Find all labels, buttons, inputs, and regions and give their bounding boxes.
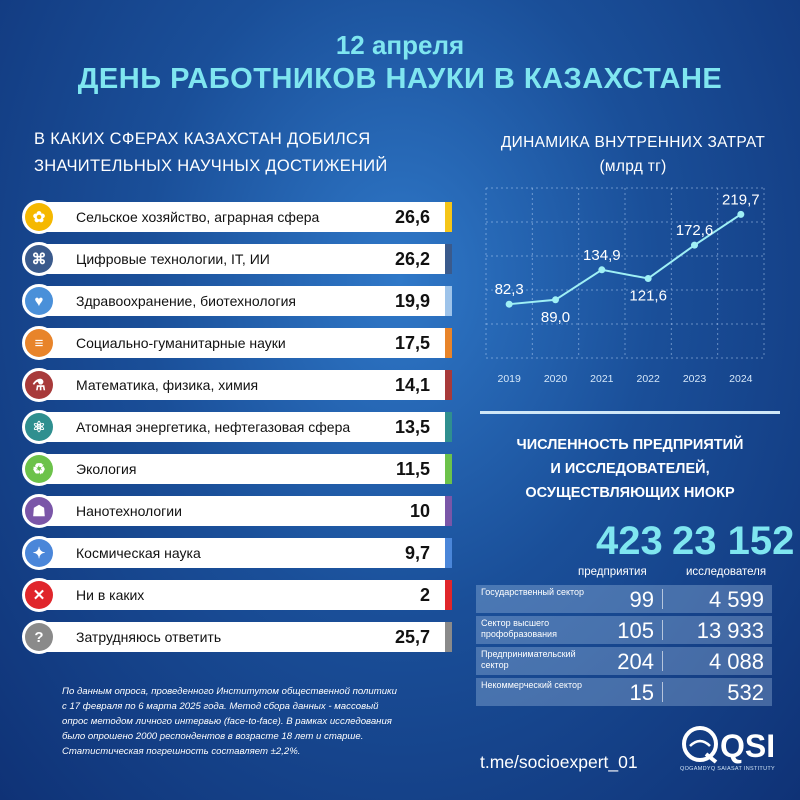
row-accent	[445, 538, 452, 568]
enterprises-heading-line2: И ИССЛЕДОВАТЕЛЕЙ,	[550, 461, 710, 477]
cross-icon: ✕	[22, 578, 56, 612]
total-researchers-label: исследователя	[686, 566, 767, 578]
row-label: Здравоохранение, биотехнология	[76, 293, 296, 309]
row-label: Математика, физика, химия	[76, 377, 259, 393]
heartbeat-icon: ♥	[22, 284, 56, 318]
list-item	[22, 326, 452, 360]
column-separator	[662, 589, 663, 609]
data-point	[691, 242, 698, 249]
total-enterprises: 423	[596, 519, 663, 563]
digital-brain-icon: ⌘	[22, 242, 56, 276]
row-label: Затрудняюсь ответить	[76, 629, 222, 645]
row-value: 11,5	[395, 459, 430, 479]
data-point	[645, 275, 652, 282]
sector-researchers: 532	[727, 680, 764, 705]
row-value: 2	[419, 585, 430, 605]
survey-heading	[34, 126, 388, 180]
x-tick-label: 2020	[543, 373, 568, 385]
table-row	[476, 585, 772, 613]
expenditure-line-chart	[470, 180, 780, 400]
x-tick-label: 2023	[682, 373, 707, 385]
row-value: 26,6	[394, 207, 430, 227]
survey-footnote: По данным опроса, проведенного Институтом общественной политики с 17 февраля по 6 марта 2025 года. Метод сбора данных - массовый опрос методом личного интервью (face-to-face). В рамках исследования было опрошено 2000 респондентов в возрасте 18 лет и старше. Статистическая погрешность составляет ±2,2%.	[62, 686, 397, 757]
row-accent	[445, 202, 452, 232]
logo-text: QSI	[720, 728, 776, 764]
row-value: 13,5	[394, 417, 430, 437]
telegram-link[interactable]: t.me/socioexpert_01	[480, 752, 638, 772]
list-item	[22, 368, 452, 402]
row-value: 10	[409, 501, 430, 521]
people-question-icon: ?	[22, 620, 56, 654]
robot-icon: ☗	[22, 494, 56, 528]
enterprises-heading-line3: ОСУЩЕСТВЛЯЮЩИХ НИОКР	[525, 485, 735, 501]
enterprises-heading-line1: ЧИСЛЕННОСТЬ ПРЕДПРИЯТИЙ	[516, 437, 744, 453]
row-label: Сельское хозяйство, аграрная сфера	[76, 209, 320, 225]
flask-icon: ⚗	[22, 368, 56, 402]
row-label: Ни в каких	[76, 587, 145, 603]
list-item	[22, 578, 452, 612]
list-item	[22, 410, 452, 444]
row-label: Экология	[76, 461, 137, 477]
table-row	[476, 678, 772, 706]
sector-name: Некоммерческий сектор	[481, 680, 582, 690]
chart-title: ДИНАМИКА ВНУТРЕННИХ ЗАТРАТ	[500, 134, 766, 151]
x-tick-label: 2024	[729, 373, 753, 385]
chart-heading	[478, 131, 788, 179]
list-item	[22, 620, 452, 654]
row-accent	[445, 244, 452, 274]
list-item	[22, 494, 452, 528]
atom-icon: ⚛	[22, 410, 56, 444]
logo-subtitle: QOGAMDYQ SAIASAT INSTITUTY	[680, 766, 775, 772]
row-accent	[445, 412, 452, 442]
data-point	[737, 211, 744, 218]
survey-heading-line1: В КАКИХ СФЕРАХ КАЗАХСТАН ДОБИЛСЯ	[34, 130, 371, 148]
list-item	[22, 284, 452, 318]
sector-name: Сектор высшего профобразования	[481, 618, 557, 639]
row-accent	[445, 370, 452, 400]
x-tick-label: 2021	[590, 373, 614, 385]
books-icon: ≡	[22, 326, 56, 360]
enterprises-heading	[480, 433, 780, 505]
sector-name: Предпринимательский сектор	[481, 649, 576, 670]
data-point	[506, 301, 513, 308]
row-accent	[445, 328, 452, 358]
sector-researchers: 13 933	[696, 618, 764, 643]
survey-heading-line2: ЗНАЧИТЕЛЬНЫХ НАУЧНЫХ ДОСТИЖЕНИЙ	[34, 157, 388, 175]
data-label: 219,7	[722, 191, 760, 209]
section-divider	[480, 411, 780, 414]
row-accent	[445, 454, 452, 484]
row-label: Социально-гуманитарные науки	[76, 335, 286, 351]
column-separator	[662, 620, 663, 640]
total-enterprises-label: предприятия	[578, 566, 647, 578]
total-researchers: 23 152	[672, 519, 795, 563]
chart-subtitle: (млрд тг)	[599, 158, 667, 175]
column-separator	[662, 651, 663, 671]
list-item	[22, 536, 452, 570]
data-label: 82,3	[494, 281, 524, 299]
row-value: 25,7	[394, 627, 430, 647]
row-accent	[445, 622, 452, 652]
row-label: Нанотехнологии	[76, 503, 182, 519]
x-tick-label: 2022	[636, 373, 660, 385]
sector-enterprises: 99	[629, 587, 654, 612]
sector-name: Государственный сектор	[481, 587, 585, 597]
recycle-icon: ♻	[22, 452, 56, 486]
list-item	[22, 200, 452, 234]
column-separator	[662, 682, 663, 702]
data-point	[552, 296, 559, 303]
x-tick-label: 2019	[497, 373, 521, 385]
page-title: ДЕНЬ РАБОТНИКОВ НАУКИ В КАЗАХСТАНЕ	[77, 63, 723, 95]
sector-enterprises: 15	[629, 680, 654, 705]
row-accent	[445, 496, 452, 526]
row-label: Космическая наука	[76, 545, 201, 561]
list-item	[22, 452, 452, 486]
plant-icon: ✿	[22, 200, 56, 234]
data-label: 134,9	[583, 246, 621, 264]
sector-researchers: 4 088	[708, 649, 764, 674]
row-accent	[445, 580, 452, 610]
row-value: 26,2	[394, 249, 430, 269]
table-row	[476, 647, 772, 675]
row-label: Цифровые технологии, IT, ИИ	[76, 251, 270, 267]
data-point	[598, 266, 605, 273]
list-item	[22, 242, 452, 276]
row-label: Атомная энергетика, нефтегазовая сфера	[76, 419, 351, 435]
row-value: 9,7	[404, 543, 430, 563]
date-heading: 12 апреля	[335, 30, 465, 60]
data-label: 89,0	[540, 308, 571, 326]
table-row	[476, 616, 772, 644]
row-value: 17,5	[394, 333, 430, 353]
row-accent	[445, 286, 452, 316]
satellite-icon: ✦	[22, 536, 56, 570]
sector-enterprises: 204	[617, 649, 654, 674]
row-value: 14,1	[394, 375, 430, 395]
row-value: 19,9	[394, 291, 430, 311]
sector-enterprises: 105	[617, 618, 654, 643]
data-label: 172,6	[675, 222, 714, 240]
qsi-logo	[680, 722, 780, 766]
sector-researchers: 4 599	[708, 587, 764, 612]
data-label: 121,6	[629, 287, 667, 305]
